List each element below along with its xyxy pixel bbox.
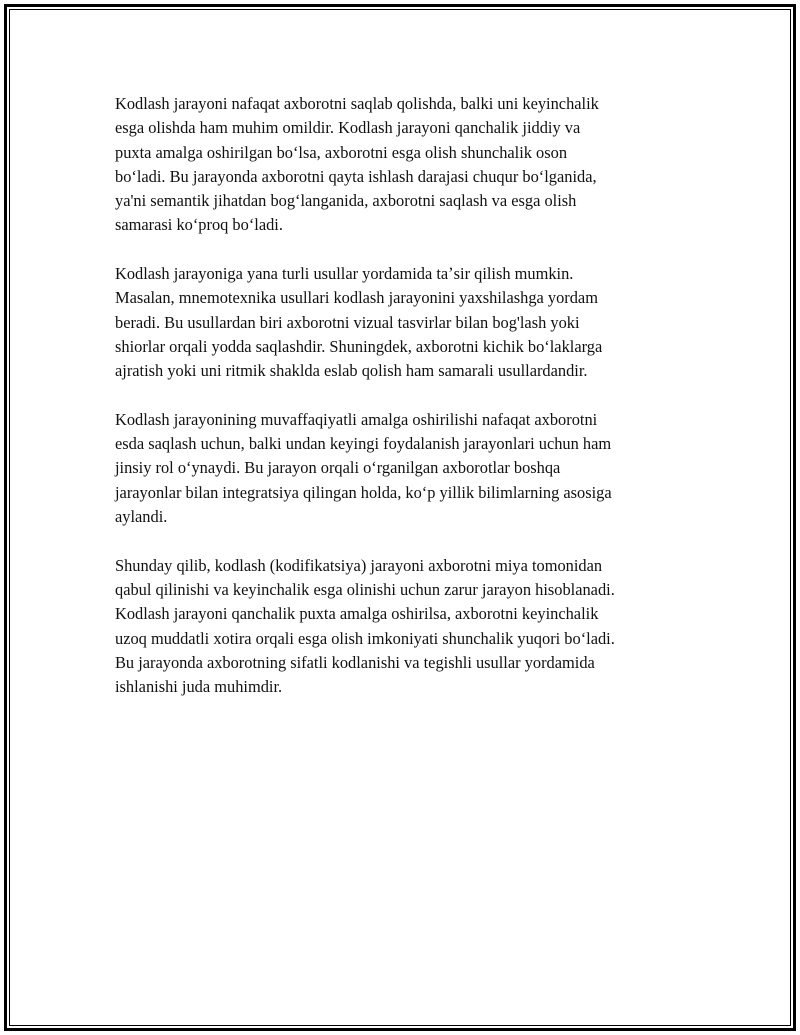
text-line: puxta amalga oshirilgan boʻlsa, axborotni esga olish shunchalik oson [115,142,568,162]
text-line: uzoq muddatli xotira orqali esga olish imkoniyati shunchalik yuqori boʻladi. [115,628,615,648]
text-line: ya'ni semantik jihatdan bogʻlanganida, axborotni saqlash va esga olish [115,191,577,211]
text-line: Kodlash jarayoniga yana turli usullar yordamida taʼsir qilish mumkin. [115,264,574,284]
text-line: samarasi koʻproq boʻladi. [115,215,283,235]
text-line: esda saqlash uchun, balki undan keyingi foydalanish jarayonlari uchun ham [115,434,612,454]
text-line: Masalan, mnemotexnika usullari kodlash jarayonini yaxshilashga yordam [115,288,598,308]
text-line: shiorlar orqali yodda saqlashdir. Shuningdek, axborotni kichik boʻlaklarga [115,336,603,356]
text-line: jarayonlar bilan integratsiya qilingan holda, koʻp yillik bilimlarning asosiga [115,482,612,502]
text-line: jinsiy rol oʻynaydi. Bu jarayon orqali oʻrganilgan axborotlar boshqa [115,458,561,478]
text-line: Bu jarayonda axborotning sifatli kodlanishi va tegishli usullar yordamida [115,652,595,672]
paragraph-4 [115,554,675,700]
text-line: Kodlash jarayonining muvaffaqiyatli amalga oshirilishi nafaqat axborotni [115,409,598,429]
text-line: esga olishda ham muhim omildir. Kodlash jarayoni qanchalik jiddiy va [115,118,581,138]
text-line: ishlanishi juda muhimdir. [115,677,283,697]
text-line: boʻladi. Bu jarayonda axborotni qayta ishlash darajasi chuqur boʻlganida, [115,166,597,186]
text-line: Kodlash jarayoni nafaqat axborotni saqlab qolishda, balki uni keyinchalik [115,94,599,113]
text-line: ajratish yoki uni ritmik shaklda eslab qolish ham samarali usullardandir. [115,361,588,381]
text-line: Shunday qilib, kodlash (kodifikatsiya) jarayoni axborotni miya tomonidan [115,555,603,575]
document-body [115,92,675,699]
paragraph-3 [115,408,675,529]
text-line: Kodlash jarayoni qanchalik puxta amalga oshirilsa, axborotni keyinchalik [115,604,599,624]
text-line: qabul qilinishi va keyinchalik esga olinishi uchun zarur jarayon hisoblanadi. [115,579,615,599]
text-line: aylandi. [115,507,168,527]
paragraph-2 [115,262,675,383]
paragraph-1 [115,92,675,238]
text-line: beradi. Bu usullardan biri axborotni vizual tasvirlar bilan bog'lash yoki [115,312,580,332]
